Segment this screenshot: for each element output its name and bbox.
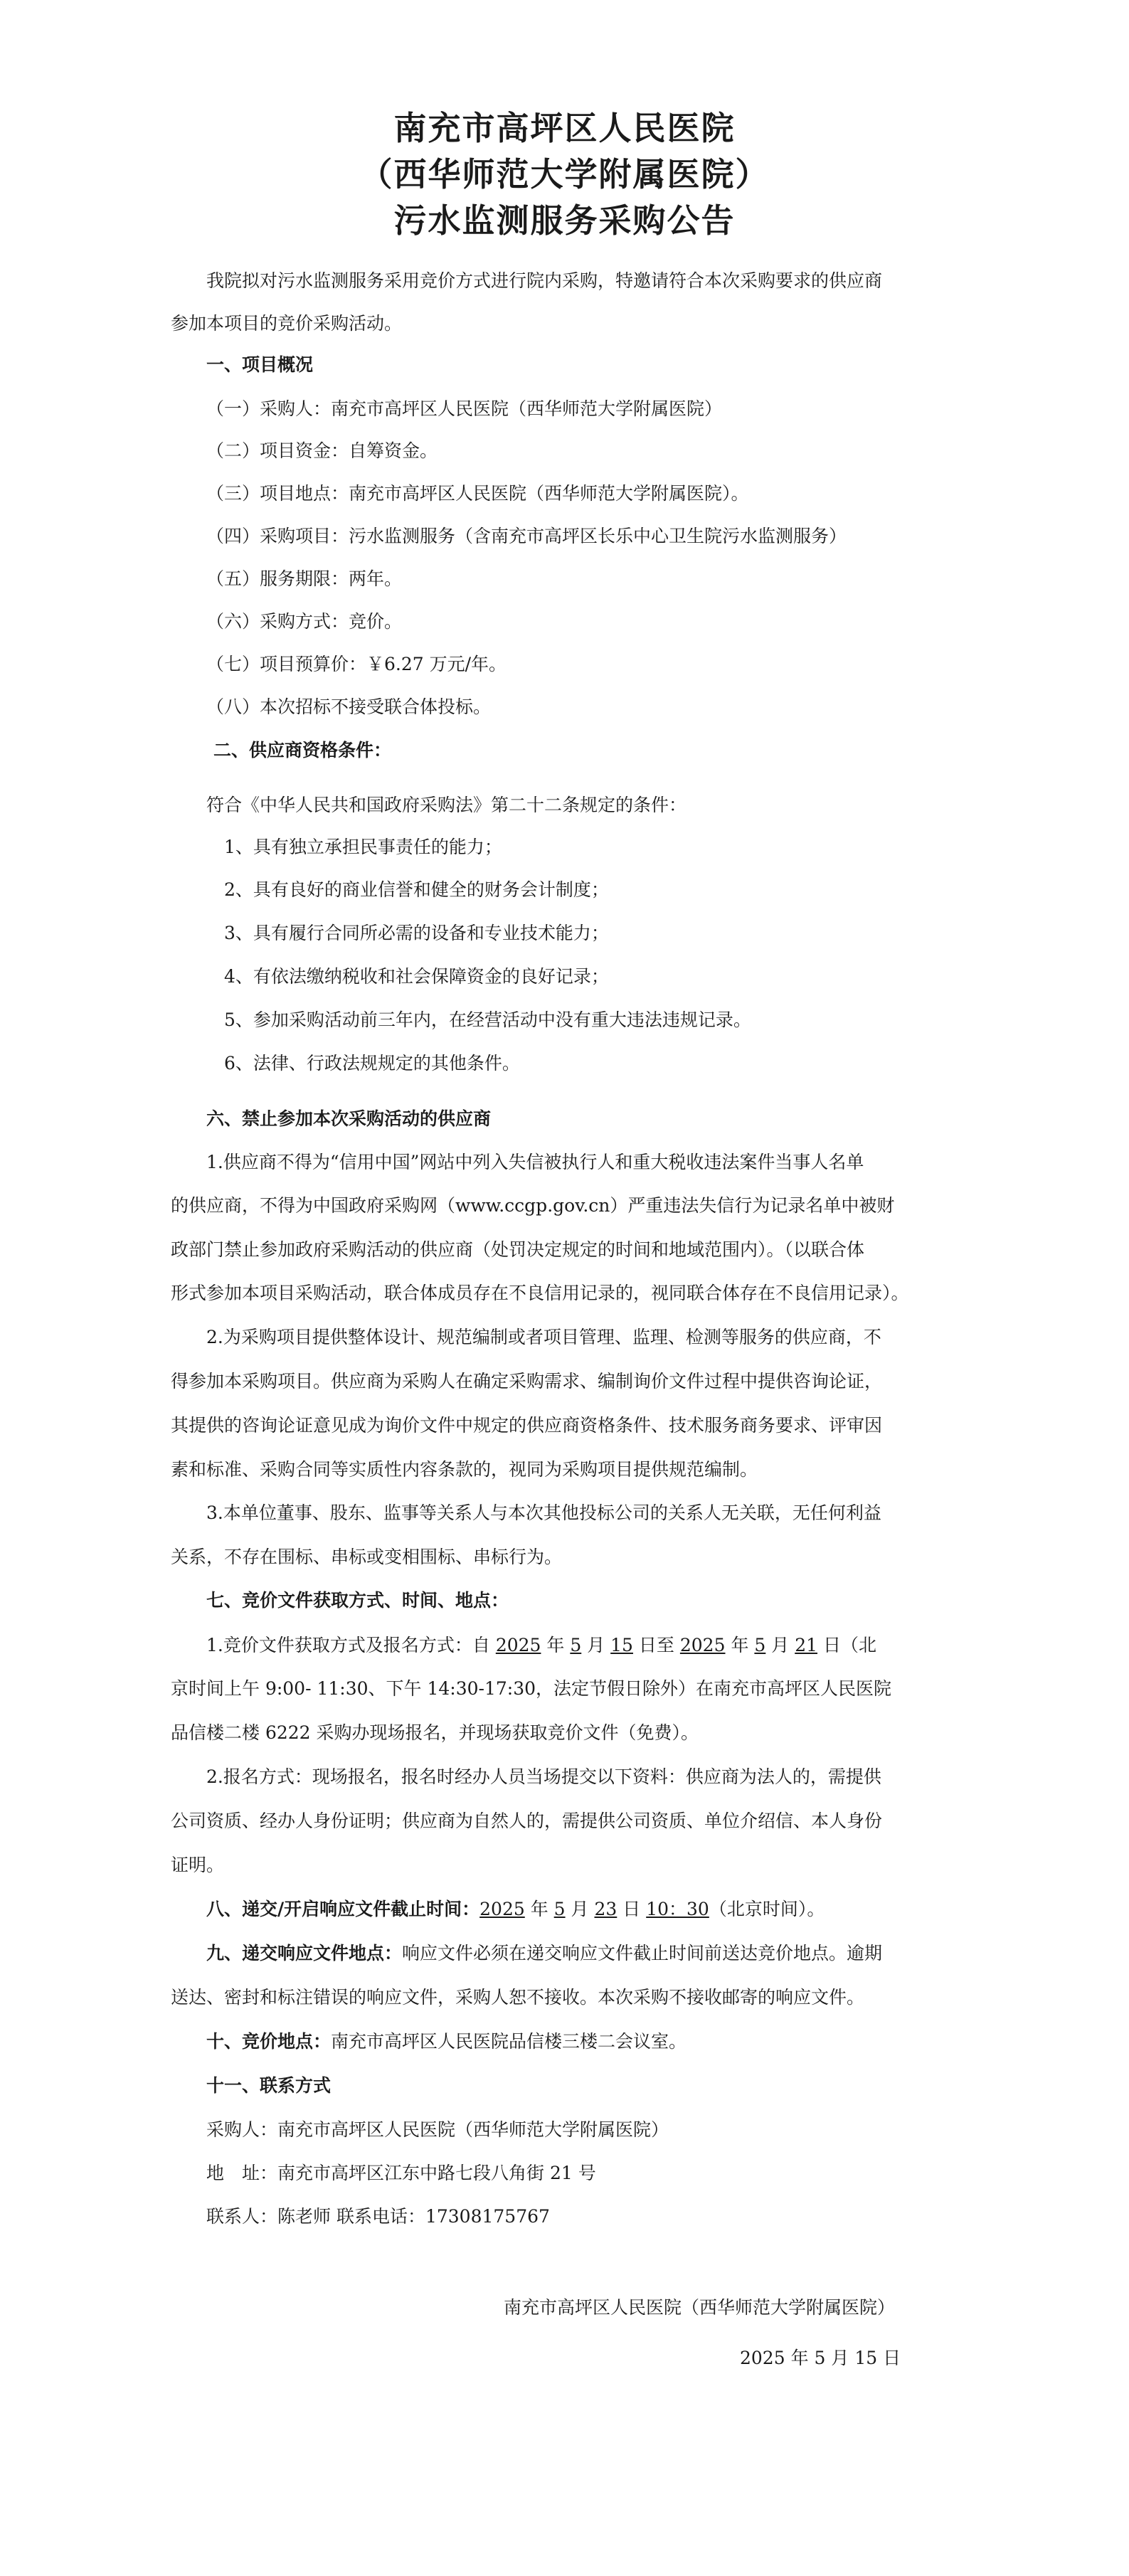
section-2-heading: 二、供应商资格条件：: [213, 740, 392, 760]
s1-item: （五）服务期限：两年。: [206, 568, 403, 589]
end-day: 21: [795, 1635, 818, 1655]
s2-item: 3、具有履行合同所必需的设备和专业技术能力；: [224, 923, 609, 943]
s2-item: 2、具有良好的商业信誉和健全的财务会计制度；: [224, 879, 609, 900]
s2-item: 6、法律、行政法规规定的其他条件。: [224, 1053, 520, 1074]
section-1-heading: 一、项目概况: [206, 354, 314, 375]
signature-org: 南充市高坪区人民医院（西华师范大学附属医院）: [504, 2297, 896, 2318]
s7-p1-line-3: 品信楼二楼 6222 采购办现场报名，并现场获取竞价文件（免费）。: [171, 1722, 699, 1743]
intro-line-1: 我院拟对污水监测服务采用竞价方式进行院内采购，特邀请符合本次采购要求的供应商: [206, 270, 883, 291]
s6-p2-line: 素和标准、采购合同等实质性内容条款的，视同为采购项目提供规范编制。: [171, 1459, 758, 1480]
contact-purchaser: 采购人：南充市高坪区人民医院（西华师范大学附属医院）: [206, 2119, 669, 2140]
s1-item: （一）采购人：南充市高坪区人民医院（西华师范大学附属医院）: [206, 398, 723, 419]
s1-item: （四）采购项目：污水监测服务（含南充市高坪区长乐中心卫生院污水监测服务）: [206, 526, 847, 546]
s6-p3-line: 3.本单位董事、股东、监事等关系人与本次其他投标公司的关系人无关联，无任何利益: [206, 1502, 881, 1523]
title-line-1: 南充市高坪区人民医院: [393, 109, 736, 147]
s6-p1-line: 形式参加本项目采购活动，联合体成员存在不良信用记录的，视同联合体存在不良信用记录）。: [171, 1283, 909, 1303]
s6-p2-line: 其提供的咨询论证意见成为询价文件中规定的供应商资格条件、技术服务商务要求、评审因: [171, 1415, 883, 1436]
title-line-3: 污水监测服务采购公告: [393, 201, 736, 240]
section-9-line-2: 送达、密封和标注错误的响应文件，采购人恕不接收。本次采购不接收邮寄的响应文件。: [171, 1987, 865, 2008]
section-10-heading: 十、竞价地点：: [206, 2031, 332, 2052]
section-11-heading: 十一、联系方式: [206, 2075, 332, 2096]
s1-item: （八）本次招标不接受联合体投标。: [206, 696, 492, 717]
section-9-line-1: 九、递交响应文件地点：响应文件必须在递交响应文件截止时间前送达竞价地点。逾期: [206, 1943, 883, 1963]
section-9-heading: 九、递交响应文件地点：: [206, 1943, 403, 1963]
start-year: 2025: [495, 1635, 541, 1655]
s6-p1-line: 1.供应商不得为“信用中国”网站中列入失信被执行人和重大税收违法案件当事人名单: [206, 1152, 864, 1172]
title-line-2: （西华师范大学附属医院）: [359, 155, 770, 194]
contact-address: 地 址：南充市高坪区江东中路七段八角街 21 号: [206, 2163, 596, 2183]
s7-p1-line-1: 1.竞价文件获取方式及报名方式：自 2025 年 5 月 15 日至 2025 年 5 月 21 日（北: [206, 1635, 876, 1655]
s7-p2-line: 证明。: [171, 1855, 225, 1875]
section-6-heading: 六、禁止参加本次采购活动的供应商: [206, 1108, 492, 1129]
s1-item: （三）项目地点：南充市高坪区人民医院（西华师范大学附属医院）。: [206, 483, 749, 504]
s1-item: （二）项目资金：自筹资金。: [206, 440, 438, 461]
end-month: 5: [754, 1635, 766, 1655]
section-8-heading: 八、递交/开启响应文件截止时间：: [206, 1899, 480, 1919]
section-7-heading: 七、竞价文件获取方式、时间、地点：: [206, 1590, 509, 1611]
s6-p1-line: 的供应商，不得为中国政府采购网（www.ccgp.gov.cn）严重违法失信行为记录名单中被财: [171, 1195, 895, 1216]
s6-p2-line: 得参加本采购项目。供应商为采购人在确定采购需求、编制询价文件过程中提供咨询论证，: [171, 1371, 883, 1392]
contact-person: 联系人：陈老师 联系电话：17308175767: [206, 2206, 550, 2227]
s2-lead: 符合《中华人民共和国政府采购法》第二十二条规定的条件：: [206, 795, 687, 815]
s1-item: （七）项目预算价：￥6.27 万元/年。: [206, 654, 507, 674]
s6-p3-line: 关系，不存在围标、串标或变相围标、串标行为。: [171, 1547, 563, 1567]
start-month: 5: [570, 1635, 582, 1655]
s1-item: （六）采购方式：竞价。: [206, 611, 403, 632]
s2-item: 4、有依法缴纳税收和社会保障资金的良好记录；: [224, 966, 609, 987]
s7-p2-line: 公司资质、经办人身份证明；供应商为自然人的，需提供公司资质、单位介绍信、本人身份: [171, 1811, 883, 1831]
section-8-line: 八、递交/开启响应文件截止时间：2025 年 5 月 23 日 10：30（北京时间）。: [206, 1899, 825, 1919]
s2-item: 1、具有独立承担民事责任的能力；: [224, 837, 502, 857]
intro-line-2: 参加本项目的竞价采购活动。: [171, 313, 403, 334]
s7-p2-line: 2.报名方式：现场报名，报名时经办人员当场提交以下资料：供应商为法人的，需提供: [206, 1766, 881, 1787]
s6-p2-line: 2.为采购项目提供整体设计、规范编制或者项目管理、监理、检测等服务的供应商，不: [206, 1327, 881, 1347]
s2-item: 5、参加采购活动前三年内，在经营活动中没有重大违法违规记录。: [224, 1009, 751, 1030]
signature-date: 2025 年 5 月 15 日: [740, 2348, 901, 2368]
start-day: 15: [610, 1635, 633, 1655]
section-10-line: 十、竞价地点：南充市高坪区人民医院品信楼三楼二会议室。: [206, 2031, 687, 2052]
end-year: 2025: [679, 1635, 726, 1655]
s6-p1-line: 政部门禁止参加政府采购活动的供应商（处罚决定规定的时间和地域范围内）。（以联合体: [171, 1239, 865, 1260]
s7-p1-line-2: 京时间上午 9:00- 11:30、下午 14:30-17:30，法定节假日除外）在南充市高坪区人民医院: [171, 1678, 892, 1699]
